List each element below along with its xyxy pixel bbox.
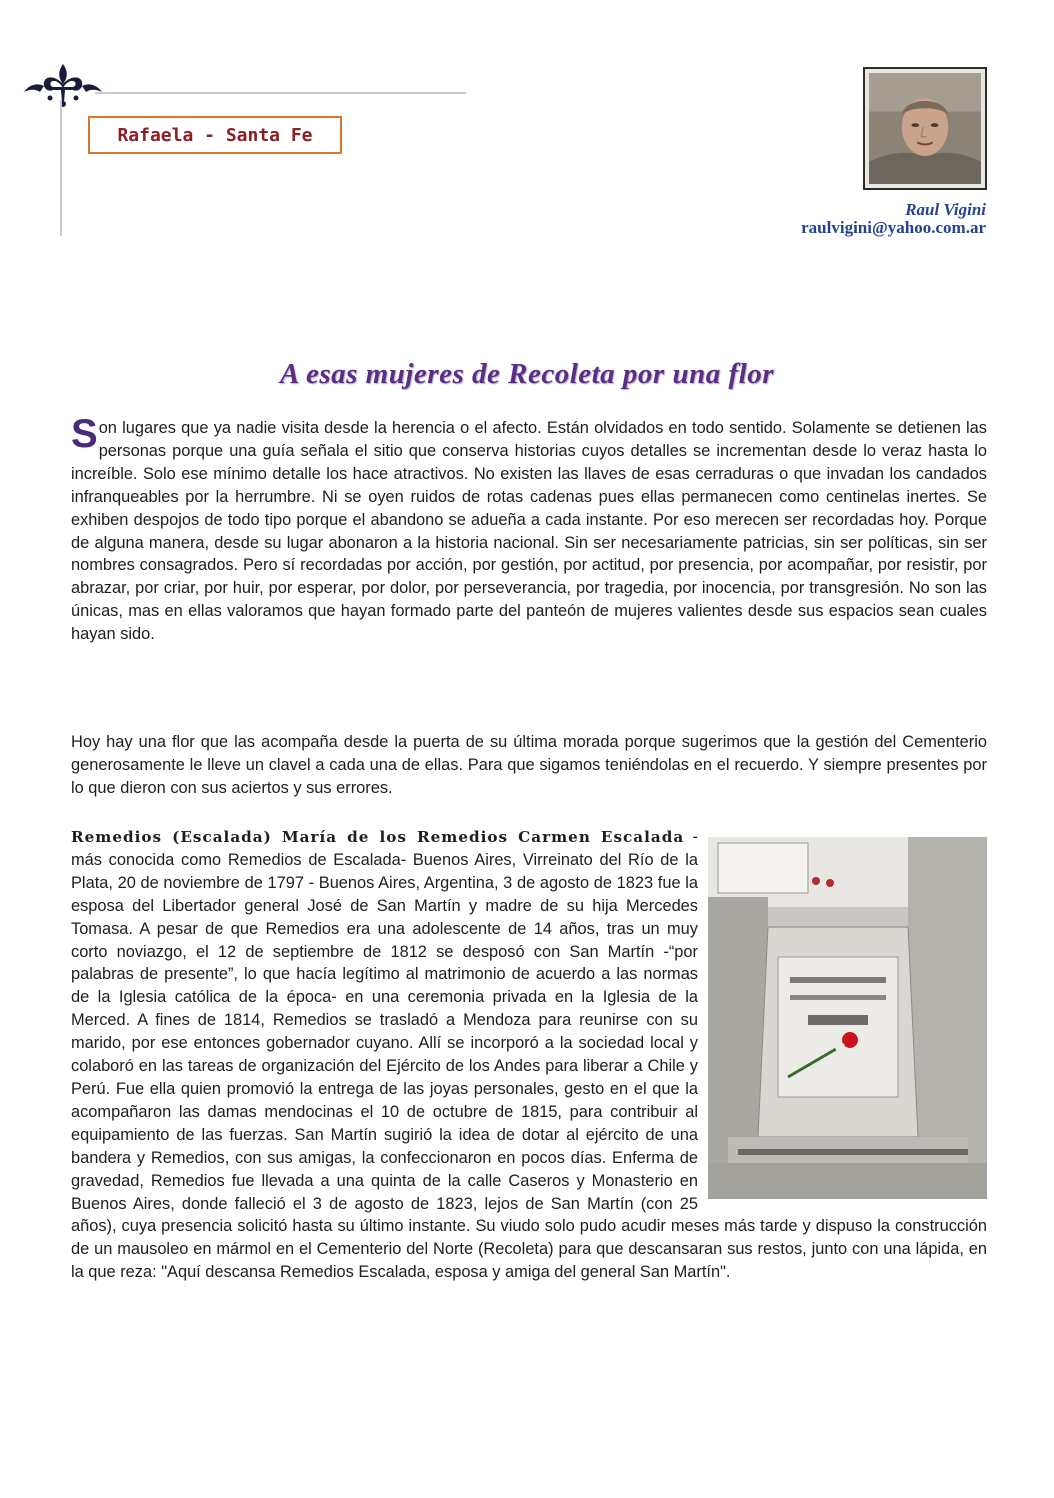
side-rule	[60, 100, 62, 236]
location-label: Rafaela - Santa Fe	[88, 116, 342, 154]
author-name: Raul Vigini	[905, 200, 986, 219]
paragraph-remedios	[71, 826, 987, 1284]
article-title: A esas mujeres de Recoleta por una flor	[280, 358, 774, 390]
paragraph-flower: Hoy hay una flor que las acompaña desde la puerta de su última morada porque sugerimos que la gestión del Cementerio generosamente le lleve un clavel a cada una de ellas. Para que sigamos teniéndolas en el recuerdo. Y siempre presentes por lo que dieron con sus aciertos y sus errores.	[71, 733, 987, 797]
remedios-text: -más conocida como Remedios de Escalada- Buenos Aires, Virreinato del Río de la Plata, 20 de noviembre de 1797 - Buenos Aires, Argentina, 3 de agosto de 1823 fue la esposa del Libertador general José de San Martín y madre de su hija Mercedes Tomasa. A pesar de que Remedios era una adolescente de 14 años, tras un muy corto noviazgo, el 12 de septiembre de 1812 se desposó con San Martín -“por palabras de presente”, lo que hacía legítimo al matrimonio de acuerdo a las normas de la Iglesia católica de la época- en una ceremonia privada en la Iglesia de la Merced. A fines de 1814, Remedios se trasladó a Mendoza para reunirse con su marido, por ese entonces gobernador cuyano. Allí se incorporó a la sociedad local y colaboró en las tareas de organización del Ejército de los Andes para liberar a Chile y Perú. Fue ella quien promovió la entrega de las joyas personales, gesto en el que la acompañaron las damas mendocinas el 10 de octubre de 1815, para contribuir al equipamiento de las fuerzas. San Martín sugirió la idea de dotar al ejército de una bandera y Remedios, con sus amigas, la confeccionaron en pocos días. Enferma de gravedad, Remedios fue llevada a una quinta de la calle Caseros y Monasterio en Buenos Aires, donde falleció el 3 de agosto de 1823, lejos de San Martín (con 25 años), cuya presencia solicitó hasta su último instante. Su viudo solo pudo acudir meses más tarde y dispuso la construcción de un mausoleo en mármol en el Cementerio del Norte (Recoleta) para que descansaran sus restos, junto con una lápida, en la que reza: "Aquí descansa Remedios Escalada, esposa y amiga del general San Martín".	[71, 828, 987, 1282]
remedios-lead: Remedios (Escalada) María de los Remedios Carmen Escalada	[71, 828, 685, 846]
drop-cap: S	[71, 412, 98, 456]
author-photo	[863, 67, 987, 190]
header-rule	[95, 92, 466, 94]
grave-photo	[708, 837, 987, 1199]
paragraph-intro	[71, 412, 987, 646]
fleur-ornament-icon	[20, 62, 106, 108]
paragraph-intro-text: on lugares que ya nadie visita desde la herencia o el afecto. Están olvidados en todo sentido. Solamente se detienen las personas porque una guía señala el sitio que conserva historias cuyos detalles se incrementan desde lo veraz hasta lo increíble. Solo ese mínimo detalle los hace atractivos. No existen las llaves de esas cerraduras o que invadan los candados infranqueables por la herrumbre. Ni se oyen ruidos de rotas cadenas pues ellas permanecen como centinelas inertes. Se exhiben despojos de todo tipo porque el abandono se adueña a cada instante. Por eso merecen ser recordadas hoy. Porque de alguna manera, desde su lugar abonaron a la historia nacional. Sin ser necesariamente patricias, sin ser políticas, sin ser nombres consagrados. Pero sí recordadas por acción, por gestión, por actitud, por presencia, por acompañar, por resistir, por abrazar, por criar, por huir, por esperar, por dolor, por perseverancia, por tragedia, por inocencia, por transgresión. No son las únicas, mas en ellas valoramos que hayan formado parte del panteón de mujeres valientes desde sus espacios sean cuales hayan sido.	[71, 419, 987, 644]
author-email: raulvigini@yahoo.com.ar	[801, 218, 986, 237]
